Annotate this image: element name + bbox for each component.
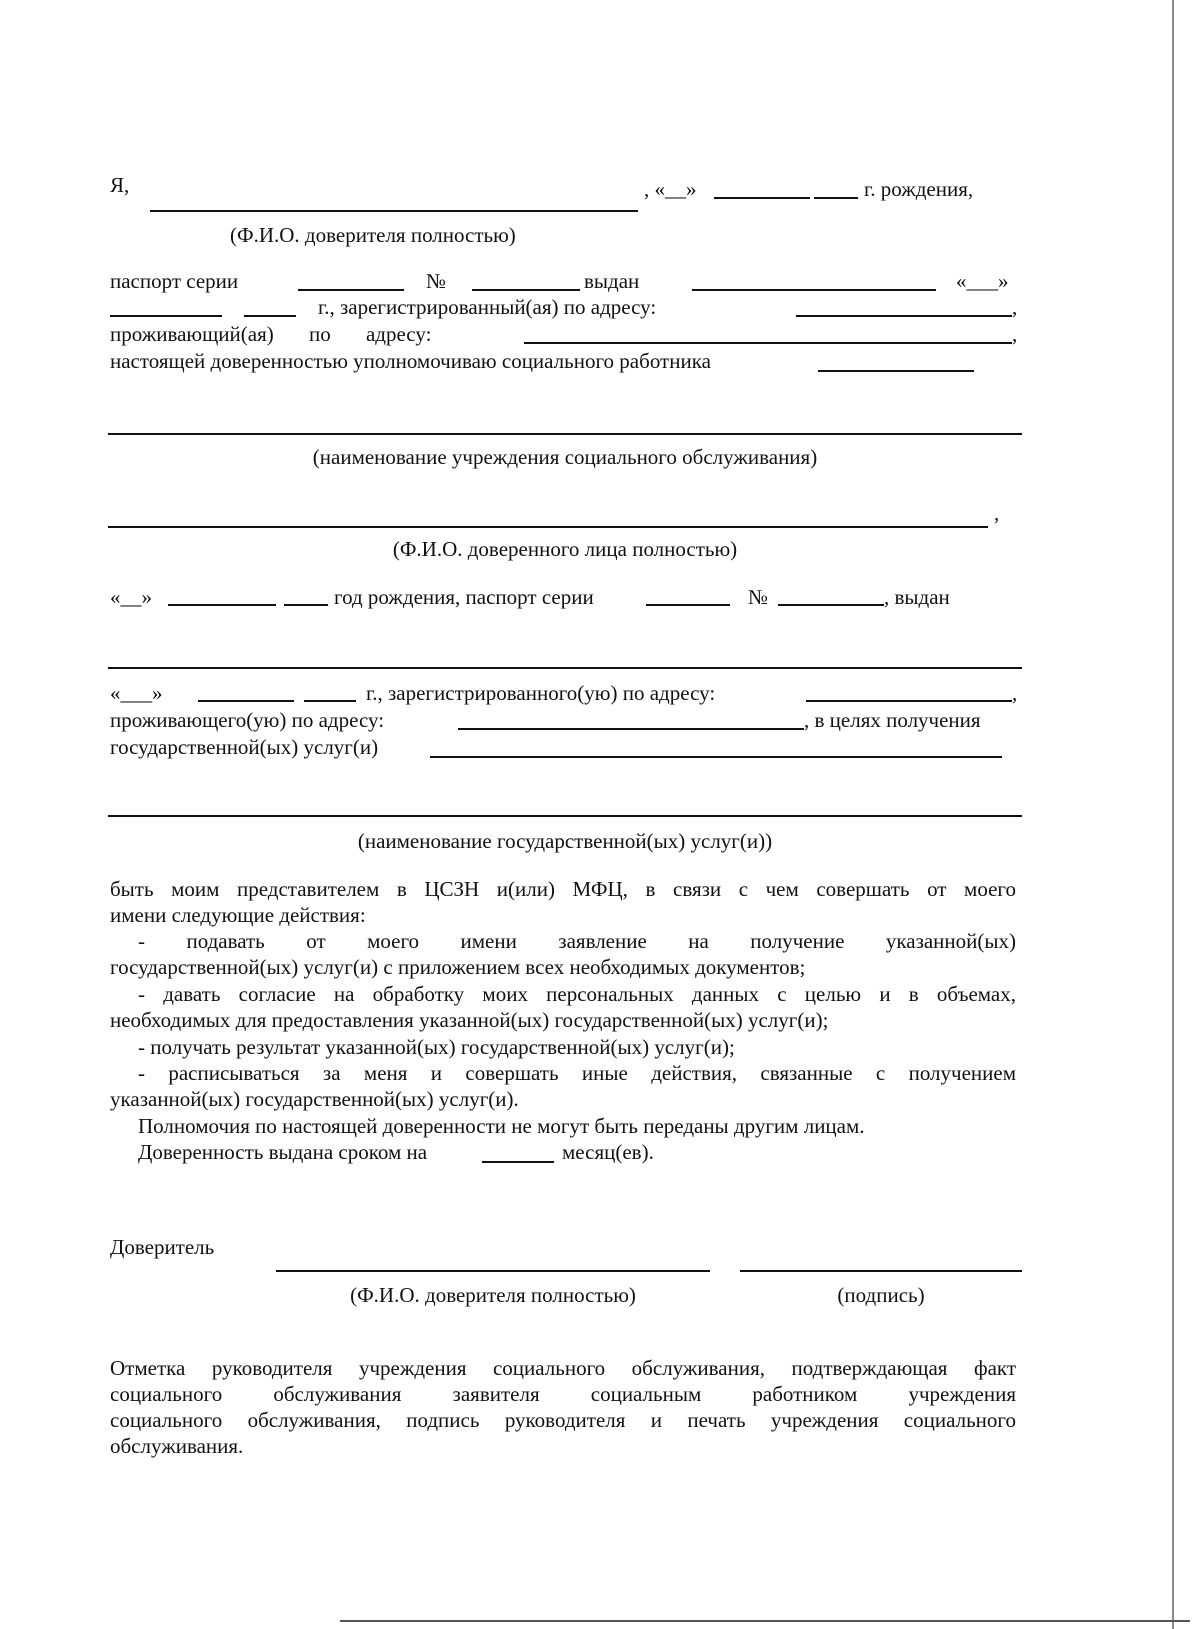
comma: , bbox=[1012, 681, 1018, 705]
caption-institution: (наименование учреждения социального обслуживания) bbox=[312, 445, 818, 469]
term-suffix: месяц(ев). bbox=[562, 1140, 654, 1164]
trustee-passport-number-field[interactable] bbox=[778, 604, 884, 606]
birth-month-field[interactable] bbox=[714, 197, 810, 199]
passport-number-field[interactable] bbox=[472, 289, 580, 291]
trustee-issuer-field[interactable] bbox=[108, 667, 1022, 669]
trustee-residing-field[interactable] bbox=[458, 728, 804, 730]
trustee-name-field[interactable] bbox=[108, 526, 988, 528]
passport-issuer-field[interactable] bbox=[692, 289, 936, 291]
authorize-text: настоящей доверенностью уполномочиваю социального работника bbox=[110, 349, 711, 373]
bullet-item: - подавать от моего имени заявление на получение указанной(ых) bbox=[138, 929, 1016, 953]
passport-issued-label: выдан bbox=[584, 269, 640, 293]
passport-date-quote: «___» bbox=[956, 269, 1009, 293]
passport-series-label: паспорт серии bbox=[110, 269, 239, 293]
comma: , bbox=[1012, 295, 1018, 319]
bullet-item: государственной(ых) услуг(и) с приложением всех необходимых документов; bbox=[110, 955, 806, 979]
passport-series-field[interactable] bbox=[298, 289, 404, 291]
trustee-date-quote: «___» bbox=[110, 681, 163, 705]
principal-label: Доверитель bbox=[110, 1235, 215, 1259]
passport-date-month-field[interactable] bbox=[110, 315, 222, 317]
comma: , bbox=[994, 501, 1000, 525]
trustee-issue-year-field[interactable] bbox=[304, 700, 356, 702]
residing-address-field[interactable] bbox=[524, 342, 1012, 344]
footer-text: социального обслуживания заявителя социальным работником учреждения bbox=[110, 1382, 1016, 1406]
bullet-item: - давать согласие на обработку моих персональных данных с целью и в объемах, bbox=[138, 982, 1016, 1006]
passport-no-label: № bbox=[426, 269, 447, 293]
comma: , bbox=[1012, 322, 1018, 346]
trustee-issued-label: , выдан bbox=[884, 585, 950, 609]
trustee-issue-month-field[interactable] bbox=[198, 700, 294, 702]
caption-signature: (подпись) bbox=[837, 1283, 925, 1307]
institution-field[interactable] bbox=[108, 433, 1022, 435]
trustee-registered-label: г., зарегистрированного(ую) по адресу: bbox=[366, 681, 716, 705]
signature-name-field[interactable] bbox=[276, 1270, 710, 1272]
footer-text: социального обслуживания, подпись руководителя и печать учреждения социального bbox=[110, 1408, 1016, 1432]
term-months-field[interactable] bbox=[482, 1161, 554, 1163]
principal-name-field[interactable] bbox=[150, 210, 638, 212]
trustee-registered-field[interactable] bbox=[806, 700, 1012, 702]
bullet-item: указанной(ых) государственной(ых) услуг(и). bbox=[110, 1087, 519, 1111]
bullet-item: - расписываться за меня и совершать иные действия, связанные с получением bbox=[138, 1061, 1016, 1085]
trustee-birth-passport-label: год рождения, паспорт серии bbox=[334, 585, 594, 609]
trustee-birth-month-field[interactable] bbox=[168, 604, 276, 606]
registered-address-field[interactable] bbox=[796, 315, 1012, 317]
services-name-field[interactable] bbox=[108, 815, 1022, 817]
passport-date-year-field[interactable] bbox=[244, 315, 296, 317]
caption-principal: (Ф.И.О. доверителя полностью) bbox=[230, 223, 516, 247]
footer-text: Отметка руководителя учреждения социального обслуживания, подтверждающая факт bbox=[110, 1356, 1016, 1380]
trustee-passport-series-field[interactable] bbox=[646, 604, 730, 606]
bullet-item: - получать результат указанной(ых) государственной(ых) услуг(и); bbox=[138, 1035, 735, 1059]
caption-trustee: (Ф.И.О. доверенного лица полностью) bbox=[392, 537, 738, 561]
trustee-birth-quote: «__» bbox=[110, 585, 152, 609]
caption-services: (наименование государственной(ых) услуг(и)) bbox=[357, 829, 773, 853]
birth-year-field[interactable] bbox=[814, 197, 858, 199]
trustee-no-label: № bbox=[748, 585, 769, 609]
trustee-birth-year-field[interactable] bbox=[284, 604, 328, 606]
ya-label: Я, bbox=[110, 173, 130, 197]
purpose-label: , в целях получения bbox=[804, 708, 981, 732]
birth-date-quote: , «__» bbox=[644, 177, 697, 201]
scan-edge-bottom bbox=[340, 1620, 1190, 1622]
body-text: Полномочия по настоящей доверенности не могут быть переданы другим лицам. bbox=[138, 1114, 865, 1138]
body-text: имени следующие действия: bbox=[110, 903, 366, 927]
social-worker-field[interactable] bbox=[818, 370, 974, 372]
birth-suffix: г. рождения, bbox=[864, 177, 974, 201]
caption-signature-name: (Ф.И.О. доверителя полностью) bbox=[350, 1283, 636, 1307]
body-text: быть моим представителем в ЦСЗН и(или) МФЦ, в связи с чем совершать от моего bbox=[110, 877, 1016, 901]
scan-edge bbox=[1172, 0, 1174, 1629]
residing-label: проживающий(ая) по адресу: bbox=[110, 322, 432, 346]
signature-field[interactable] bbox=[740, 1270, 1022, 1272]
bullet-item: необходимых для предоставления указанной(ых) государственной(ых) услуг(и); bbox=[110, 1008, 829, 1032]
term-label: Доверенность выдана сроком на bbox=[138, 1140, 428, 1164]
trustee-residing-label: проживающего(ую) по адресу: bbox=[110, 708, 385, 732]
registered-label: г., зарегистрированный(ая) по адресу: bbox=[318, 295, 657, 319]
services-label: государственной(ых) услуг(и) bbox=[110, 735, 379, 759]
services-field[interactable] bbox=[430, 756, 1002, 758]
footer-text: обслуживания. bbox=[110, 1434, 244, 1458]
